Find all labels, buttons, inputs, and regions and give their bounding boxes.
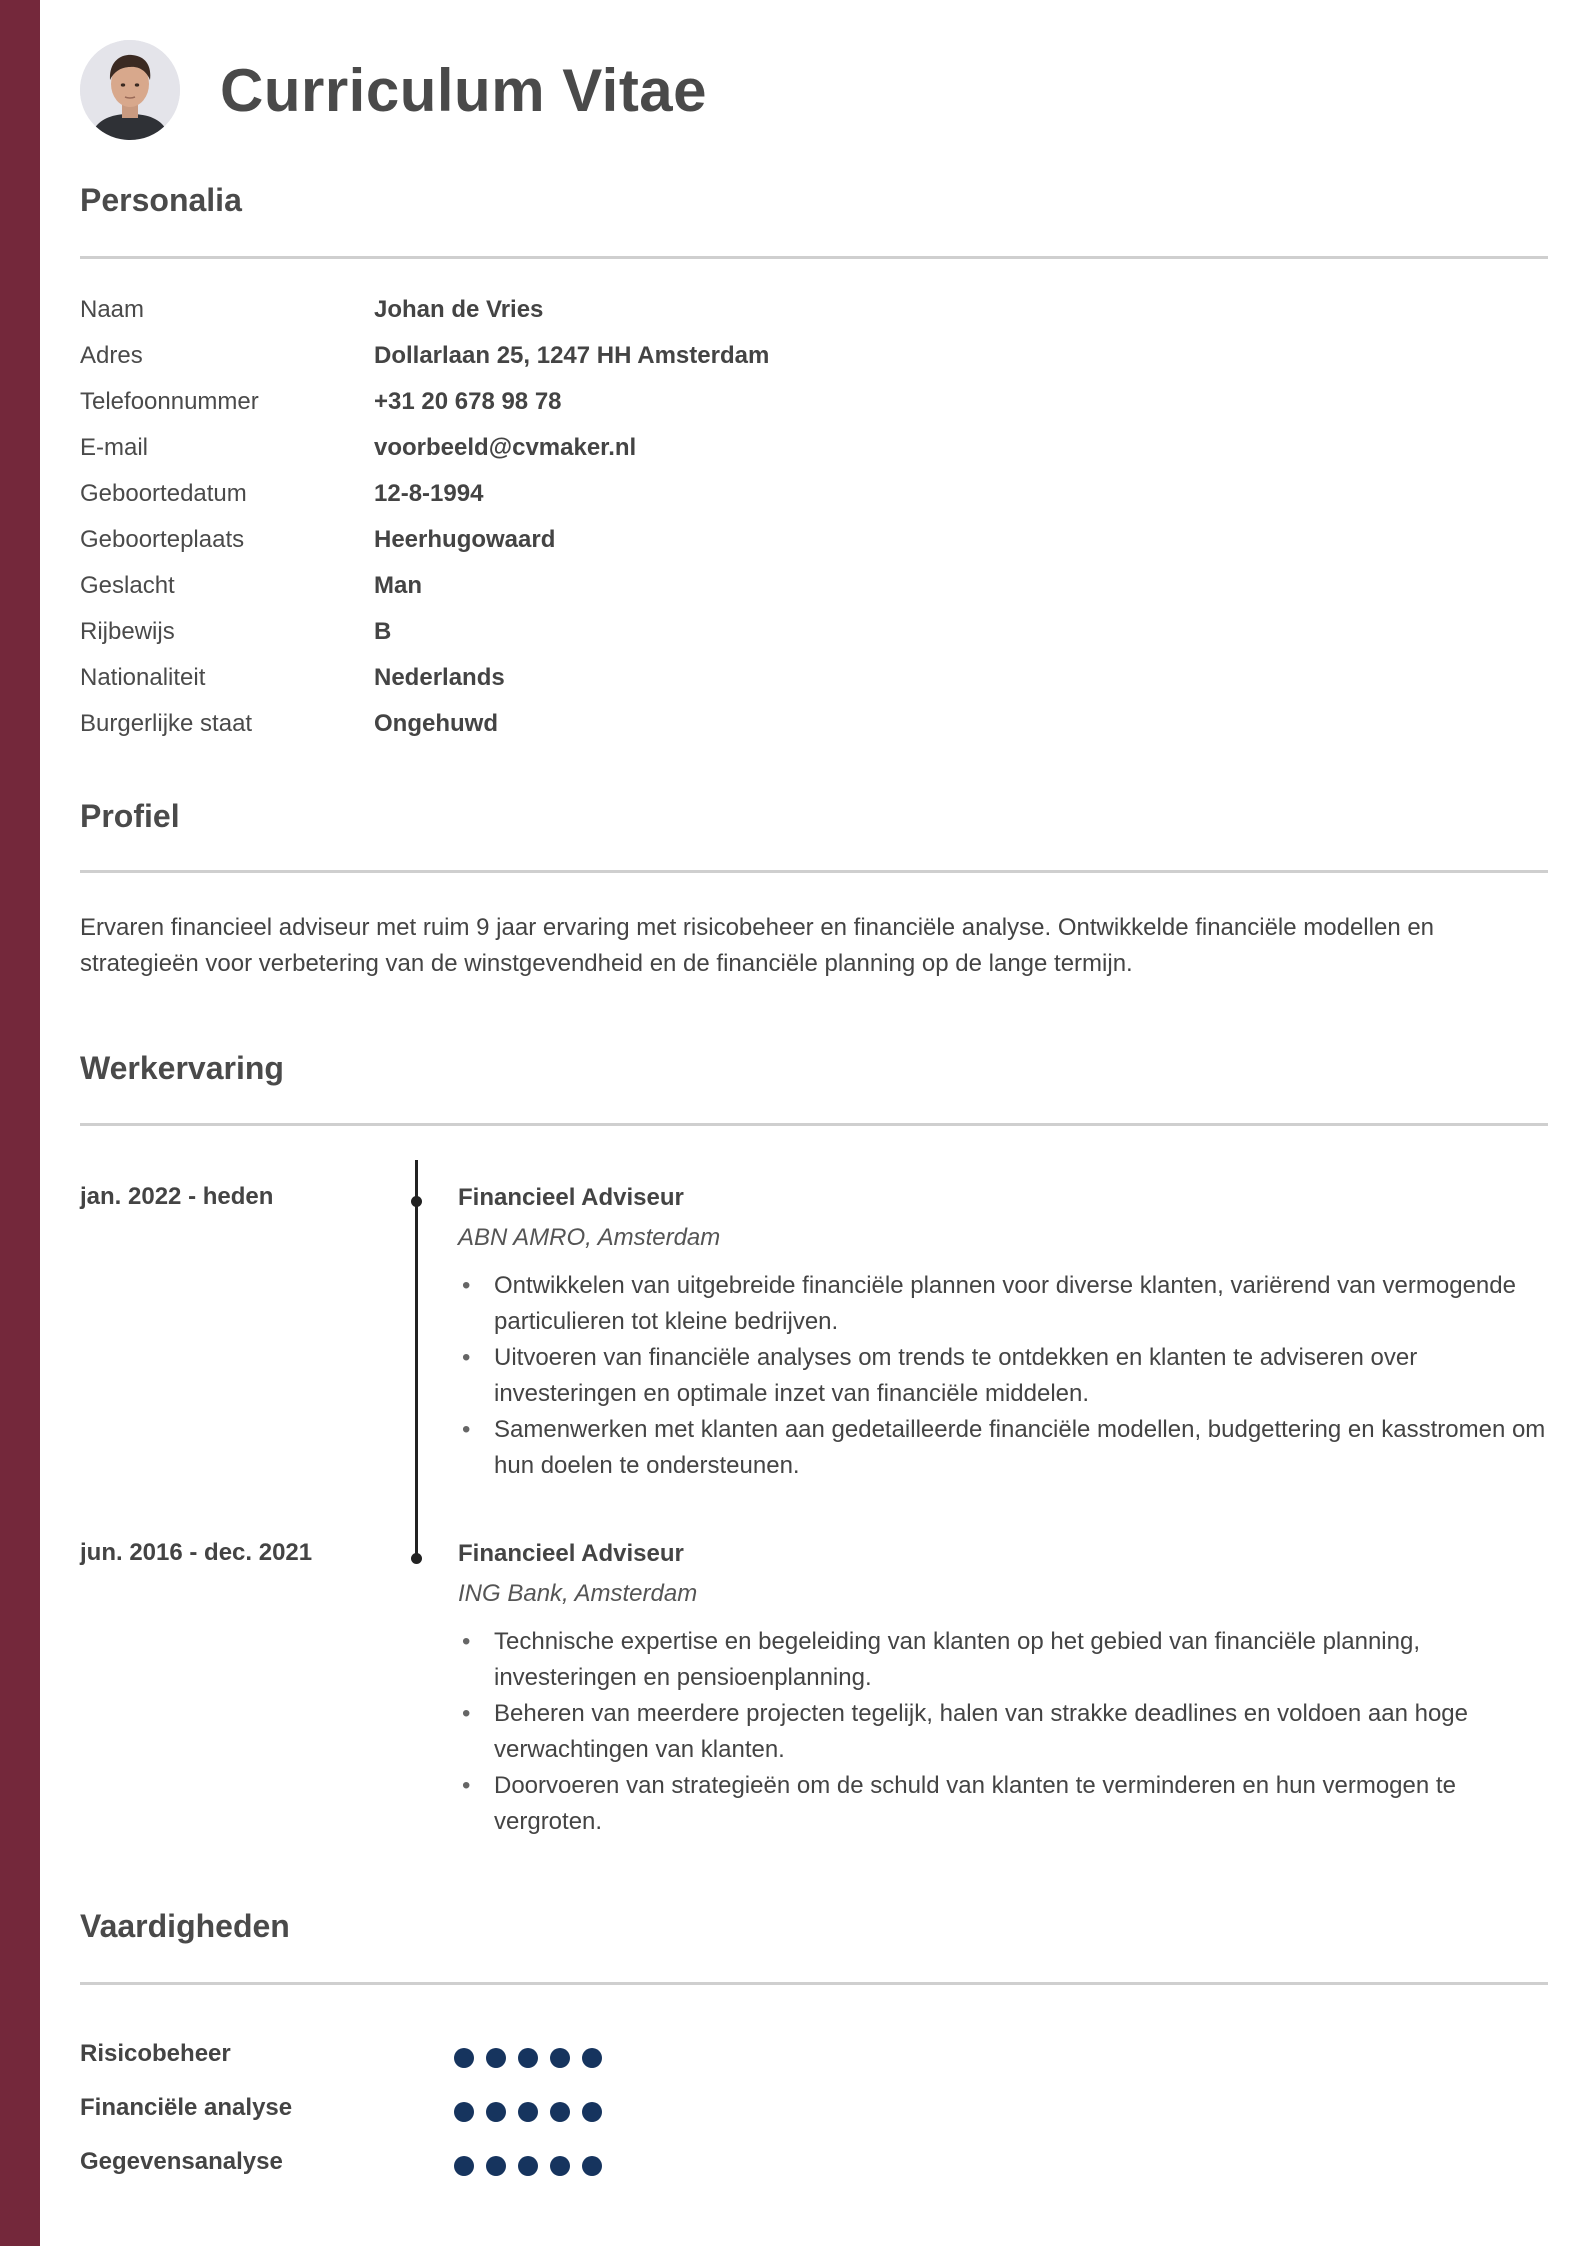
skill-level-dot: [550, 2048, 570, 2068]
bullet-icon: •: [462, 1416, 471, 1443]
avatar: [80, 40, 180, 140]
section-title-profiel: Profiel: [80, 798, 180, 834]
skill-rating: [454, 2102, 602, 2122]
job-bullet: [458, 1696, 1548, 1768]
personal-value: Nederlands: [374, 664, 505, 691]
personal-value: B: [374, 618, 392, 645]
timeline-dot: [411, 1553, 422, 1564]
personal-value: Dollarlaan 25, 1247 HH Amsterdam: [374, 342, 770, 369]
job-bullet-text: Samenwerken met klanten aan gedetailleerde financiële modellen, budgettering en kasstromen om hun doelen te ondersteunen.: [494, 1416, 1546, 1479]
personal-row-nationaliteit: [80, 658, 1480, 698]
job-bullet-list: [458, 1268, 1548, 1484]
person-photo-icon: [80, 40, 180, 140]
section-title-personalia: Personalia: [80, 182, 242, 218]
skill-level-dot: [454, 2048, 474, 2068]
skill-row: [80, 2144, 780, 2184]
personal-label: Geboorteplaats: [80, 526, 245, 553]
skill-level-dot: [582, 2156, 602, 2176]
page-title: Curriculum Vitae: [220, 56, 708, 124]
bullet-icon: •: [462, 1700, 471, 1727]
skill-row: [80, 2036, 780, 2076]
skill-level-dot: [582, 2102, 602, 2122]
skill-row: [80, 2090, 780, 2130]
bullet-icon: •: [462, 1628, 471, 1655]
sidebar-accent-bar: [0, 0, 40, 2246]
personal-label: E-mail: [80, 434, 149, 461]
skill-level-dot: [486, 2156, 506, 2176]
job-bullet-text: Technische expertise en begeleiding van klanten op het gebied van financiële planning, investeringen en pensioenplanning.: [494, 1628, 1421, 1691]
personal-label: Burgerlijke staat: [80, 710, 253, 737]
skill-name: Financiële analyse: [80, 2094, 293, 2121]
bullet-icon: •: [462, 1344, 471, 1371]
job-title: Financieel Adviseur: [458, 1184, 684, 1211]
section-title-vaardigheden: Vaardigheden: [80, 1908, 290, 1944]
skill-level-dot: [486, 2102, 506, 2122]
bullet-icon: •: [462, 1272, 471, 1299]
skill-level-dot: [454, 2102, 474, 2122]
personal-row-burgerlijke-staat: [80, 704, 1480, 744]
skill-level-dot: [518, 2156, 538, 2176]
job-bullet-text: Uitvoeren van financiële analyses om trends te ontdekken en klanten te adviseren over investeringen en optimale inzet van financiële middelen.: [494, 1344, 1418, 1407]
section-divider: [80, 256, 1548, 259]
job-title: Financieel Adviseur: [458, 1540, 684, 1567]
skill-level-dot: [550, 2156, 570, 2176]
personal-row-geslacht: [80, 566, 1480, 606]
personal-value: +31 20 678 98 78: [374, 388, 562, 415]
personal-row-naam: [80, 290, 1480, 330]
cv-header: [80, 38, 707, 142]
personal-row-telefoonnummer: [80, 382, 1480, 422]
section-divider: [80, 870, 1548, 873]
job-company: ABN AMRO, Amsterdam: [458, 1224, 721, 1251]
job-bullet: [458, 1268, 1548, 1340]
skill-level-dot: [486, 2048, 506, 2068]
section-title-werkervaring: Werkervaring: [80, 1050, 284, 1086]
job-date: jan. 2022 - heden: [80, 1183, 274, 1210]
section-divider: [80, 1982, 1548, 1985]
skill-name: Gegevensanalyse: [80, 2148, 283, 2175]
job-bullet-text: Beheren van meerdere projecten tegelijk, halen van strakke deadlines en voldoen aan hoge verwachtingen van klanten.: [494, 1700, 1468, 1763]
personal-value: Heerhugowaard: [374, 526, 556, 553]
personal-row-geboorteplaats: [80, 520, 1480, 560]
bullet-icon: •: [462, 1772, 471, 1799]
job-bullet: [458, 1624, 1548, 1696]
personal-label: Geslacht: [80, 572, 175, 599]
job-date: jun. 2016 - dec. 2021: [80, 1539, 313, 1566]
timeline-line: [415, 1160, 418, 1560]
personal-label: Nationaliteit: [80, 664, 206, 691]
timeline-dot: [411, 1196, 422, 1207]
job-company: ING Bank, Amsterdam: [458, 1580, 698, 1607]
section-divider: [80, 1123, 1548, 1126]
personal-value: Johan de Vries: [374, 296, 544, 323]
personal-label: Geboortedatum: [80, 480, 247, 507]
skill-name: Risicobeheer: [80, 2040, 231, 2067]
skill-rating: [454, 2156, 602, 2176]
personal-row-adres: [80, 336, 1480, 376]
skill-rating: [454, 2048, 602, 2068]
job-bullet-text: Doorvoeren van strategieën om de schuld van klanten te verminderen en hun vermogen te vergroten.: [494, 1772, 1456, 1835]
personal-label: Adres: [80, 342, 143, 369]
personal-label: Telefoonnummer: [80, 388, 259, 415]
job-bullet: [458, 1768, 1548, 1840]
job-bullet-list: [458, 1624, 1548, 1840]
personal-value: Ongehuwd: [374, 710, 498, 737]
personal-row-rijbewijs: [80, 612, 1480, 652]
job-bullet: [458, 1412, 1548, 1484]
profile-text: Ervaren financieel adviseur met ruim 9 jaar ervaring met risicobeheer en financiële analyse. Ontwikkelde financiële modellen en strategieën voor verbetering van de winstgevendheid en de financiële planning op de lange termijn.: [80, 914, 1435, 977]
skill-level-dot: [550, 2102, 570, 2122]
personal-row-geboortedatum: [80, 474, 1480, 514]
job-bullet-text: Ontwikkelen van uitgebreide financiële plannen voor diverse klanten, variërend van vermogende particulieren tot kleine bedrijven.: [494, 1272, 1516, 1335]
personal-label: Rijbewijs: [80, 618, 175, 645]
personal-value: 12-8-1994: [374, 480, 484, 507]
personal-value: Man: [374, 572, 422, 599]
skill-level-dot: [518, 2102, 538, 2122]
job-bullet: [458, 1340, 1548, 1412]
skill-level-dot: [582, 2048, 602, 2068]
personal-label: Naam: [80, 296, 145, 323]
skill-level-dot: [454, 2156, 474, 2176]
personal-row-email: [80, 428, 1480, 468]
skill-level-dot: [518, 2048, 538, 2068]
personal-value: voorbeeld@cvmaker.nl: [374, 434, 637, 461]
